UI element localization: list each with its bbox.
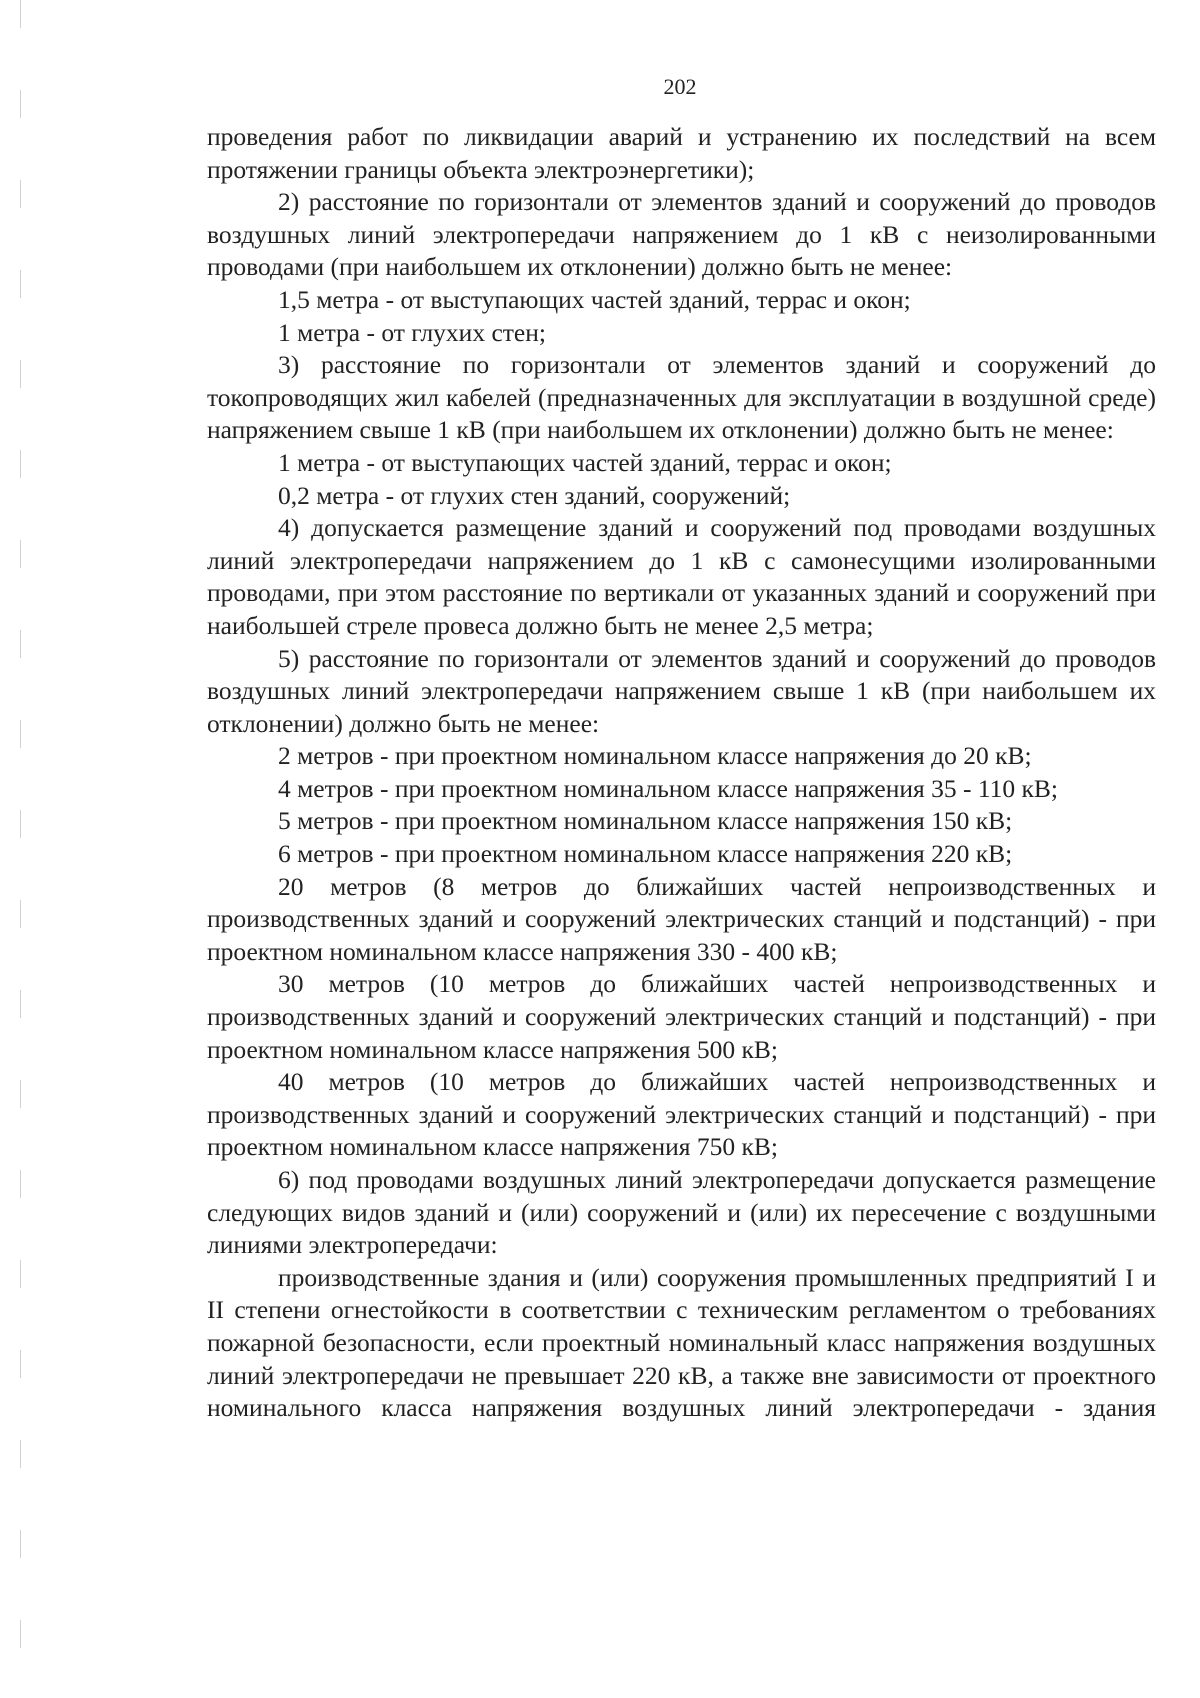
paragraph-subitem: 1 метра - от глухих стен; [278,317,546,347]
paragraph-item-3: 3) расстояние по горизонтали от элементов зданий и сооружений до токопроводящих жил кабелей (предназначенных для эксплуатации в воздушной среде) напряжением свыше 1 кВ (при наибольшем их отклонении) должно быть не менее: [207,350,1156,445]
paragraph-continuation: проведения работ по ликвидации аварий и устранению их последствий на всем протяжении границы объекта электроэнергетики); [207,122,1156,184]
paragraph-subitem: 4 метров - при проектном номинальном классе напряжения 35 - 110 кВ; [278,773,1059,803]
paragraph-item-6: 6) под проводами воздушных линий электропередачи допускается размещение следующих видов зданий и (или) сооружений и (или) их пересечение с воздушными линиями электропередачи: [207,1165,1156,1260]
paragraph-item-5: 5) расстояние по горизонтали от элементов зданий и сооружений до проводов воздушных линий электропередачи напряжением свыше 1 кВ (при наибольшем их отклонении) должно быть не менее: [207,643,1156,738]
document-body [207,121,1156,1425]
paragraph-subitem: 6 метров - при проектном номинальном классе напряжения 220 кВ; [278,839,1013,869]
paragraph-item-2: 2) расстояние по горизонтали от элементов зданий и сооружений до проводов воздушных линий электропередачи напряжением до 1 кВ с неизолированными проводами (при наибольшем их отклонении) должно быть не менее: [207,187,1156,282]
paragraph-subitem: 5 метров - при проектном номинальном классе напряжения 150 кВ; [278,806,1013,836]
paragraph-subitem: 2 метров - при проектном номинальном классе напряжения до 20 кВ; [278,741,1032,771]
paragraph-subitem: производственные здания и (или) сооружения промышленных предприятий I и II степени огнестойкости в соответствии с техническим регламентом о требованиях пожарной безопасности, если проектный номинальный класс напряжения воздушных линий электропередачи не превышает 220 кВ, а также вне зависимости от проектного номинального класса напряжения воздушных линий электропередачи - здания [207,1262,1156,1423]
paragraph-subitem: 1 метра - от выступающих частей зданий, террас и окон; [278,447,892,477]
paragraph-subitem: 30 метров (10 метров до ближайших частей непроизводственных и производственных зданий и сооружений электрических станций и подстанций) - при проектном номинальном классе напряжения 500 кВ; [207,969,1156,1064]
page-number: 202 [663,74,697,99]
paragraph-subitem: 1,5 метра - от выступающих частей зданий, террас и окон; [278,284,911,314]
paragraph-item-4: 4) допускается размещение зданий и сооружений под проводами воздушных линий электропередачи напряжением до 1 кВ с самонесущими изолированными проводами, при этом расстояние по вертикали от указанных зданий и сооружений при наибольшей стреле провеса должно быть не менее 2,5 метра; [207,513,1156,640]
paragraph-subitem: 20 метров (8 метров до ближайших частей непроизводственных и производственных зданий и сооружений электрических станций и подстанций) - при проектном номинальном классе напряжения 330 - 400 кВ; [207,871,1156,966]
scan-edge-artifact [20,0,21,1698]
paragraph-subitem: 0,2 метра - от глухих стен зданий, сооружений; [278,480,791,510]
paragraph-subitem: 40 метров (10 метров до ближайших частей непроизводственных и производственных зданий и сооружений электрических станций и подстанций) - при проектном номинальном классе напряжения 750 кВ; [207,1067,1156,1162]
